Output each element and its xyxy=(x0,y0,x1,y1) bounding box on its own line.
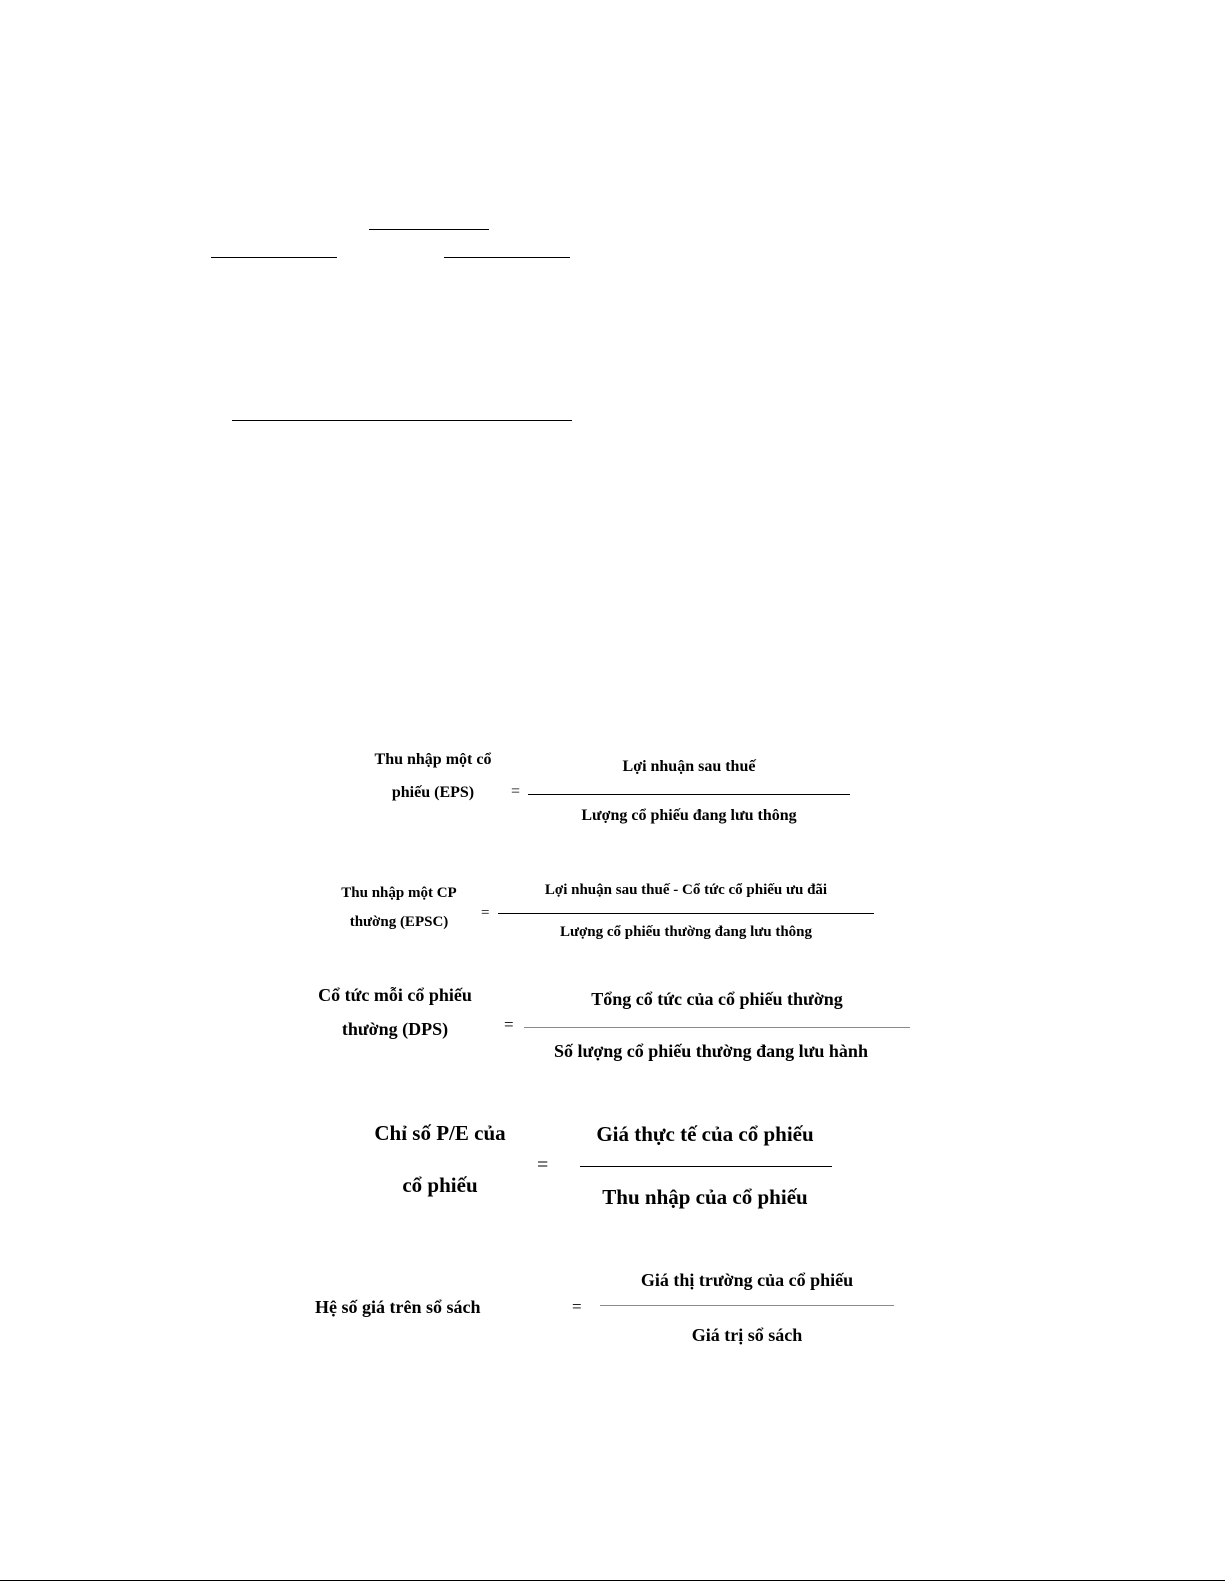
formula-equals: = xyxy=(481,905,490,921)
blank-rule-4 xyxy=(232,420,572,421)
formula-label-line2: cổ phiếu xyxy=(402,1173,478,1197)
formula-label-line2: thường (EPSC) xyxy=(349,914,449,930)
blank-rule-3 xyxy=(444,257,570,258)
fraction-bar xyxy=(580,1166,832,1167)
formula-label-line2: phiếu (EPS) xyxy=(391,784,475,801)
formula-equals: = xyxy=(537,1154,549,1176)
blank-rule-2 xyxy=(211,257,337,258)
formula-equals: = xyxy=(504,1015,514,1034)
formula-equals: = xyxy=(572,1297,582,1316)
formula-denominator: Số lượng cổ phiếu thường đang lưu hành xyxy=(554,1041,868,1061)
formula-equals: = xyxy=(511,783,521,800)
formula-label: Hệ số giá trên sổ sách xyxy=(315,1297,481,1317)
formula-numerator: Lợi nhuận sau thuế - Cổ tức cổ phiếu ưu đãi xyxy=(544,882,828,898)
formula-denominator: Giá trị sổ sách xyxy=(691,1325,803,1345)
formula-label-line1: Thu nhập một cổ xyxy=(374,751,492,768)
fraction-bar xyxy=(498,913,874,914)
formula-numerator: Giá thực tế của cổ phiếu xyxy=(596,1122,814,1146)
formula-label-line2: thường (DPS) xyxy=(341,1019,449,1039)
formula-numerator: Lợi nhuận sau thuế xyxy=(622,758,756,775)
fraction-bar xyxy=(528,794,850,795)
formula-denominator: Thu nhập của cổ phiếu xyxy=(602,1185,808,1209)
formula-numerator: Tổng cổ tức của cổ phiếu thường xyxy=(591,989,843,1009)
fraction-bar xyxy=(524,1027,910,1028)
fraction-bar xyxy=(600,1305,894,1306)
page-bottom-rule xyxy=(0,1580,1225,1581)
formula-denominator: Lượng cổ phiếu đang lưu thông xyxy=(581,807,797,824)
formula-denominator: Lượng cổ phiếu thường đang lưu thông xyxy=(559,924,813,940)
formula-numerator: Giá thị trường của cổ phiếu xyxy=(640,1270,854,1290)
formula-label-line1: Chỉ số P/E của xyxy=(374,1121,506,1145)
blank-rule-1 xyxy=(369,229,489,230)
formula-label-line1: Thu nhập một CP xyxy=(341,885,457,901)
formula-label-line1: Cổ tức mỗi cổ phiếu xyxy=(318,985,472,1005)
